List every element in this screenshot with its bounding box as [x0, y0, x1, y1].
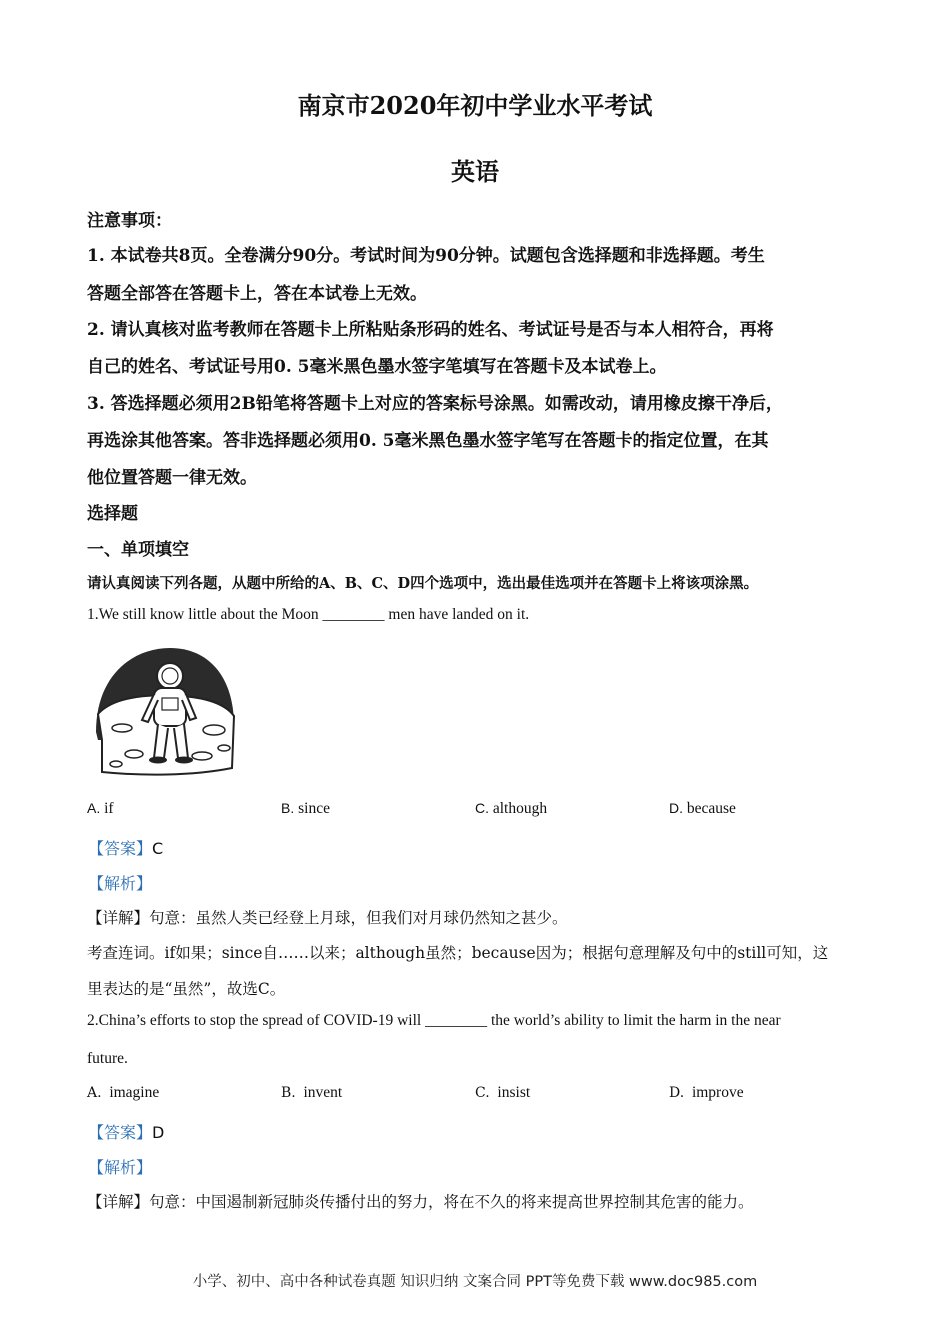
question-1-detail: 【详解】句意：虽然人类已经登上月球，但我们对月球仍然知之甚少。 [87, 909, 568, 927]
question-1-stem: 1.We still know little about the Moon ________ men have landed on it. [87, 606, 530, 623]
question-2-option-a[interactable]: A. imagine [87, 1084, 160, 1101]
page-footer: 小学、初中、高中各种试卷真题 知识归纳 文案合同 PPT等免费下载 www.doc985.com [192, 1274, 758, 1290]
notice-line: 他位置答题一律无效。 [87, 468, 257, 488]
question-1-answer: 【答案】C [88, 839, 164, 858]
notice-line: 答题全部答在答题卡上，答在本试卷上无效。 [87, 284, 427, 304]
question-2-option-b[interactable]: B. invent [281, 1084, 343, 1101]
question-1-option-c[interactable]: C. although [475, 800, 548, 817]
part-heading: 一、单项填空 [87, 540, 189, 560]
question-1-detail: 考查连词。if如果；since自……以来；although虽然；because因为；根据句意理解及句中的still可知，这 [87, 944, 829, 962]
notice-line: 3. 答选择题必须用2B铅笔将答题卡上对应的答案标号涂黑。如需改动，请用橡皮擦干净后， [87, 394, 783, 414]
question-2-option-d[interactable]: D. improve [669, 1084, 744, 1101]
question-2-option-c[interactable]: C. insist [475, 1084, 531, 1101]
choice-heading: 选择题 [87, 504, 138, 524]
notice-line: 自己的姓名、考试证号用0. 5毫米黑色墨水签字笔填写在答题卡及本试卷上。 [87, 357, 667, 377]
question-2-stem: 2.China’s efforts to stop the spread of COVID-19 will ________ the world’s ability to limit the harm in the near [87, 1012, 781, 1029]
question-2-answer: 【答案】D [88, 1123, 165, 1142]
exam-subject: 英语 [451, 157, 499, 186]
notice-line: 1. 本试卷共8页。全卷满分90分。考试时间为90分钟。试题包含选择题和非选择题。考生 [87, 246, 765, 266]
astronaut-on-moon-image [92, 636, 242, 778]
instruction: 请认真阅读下列各题，从题中所给的A、B、C、D四个选项中，选出最佳选项并在答题卡上将该项涂黑。 [87, 575, 759, 592]
question-2-analysis-label: 【解析】 [88, 1158, 153, 1177]
question-1-analysis-label: 【解析】 [88, 874, 153, 893]
question-1-option-b[interactable]: B. since [281, 800, 330, 817]
question-1-option-a[interactable]: A. if [87, 800, 114, 817]
exam-title: 南京市2020年初中学业水平考试 [297, 91, 653, 120]
notice-heading: 注意事项： [87, 211, 172, 231]
notice-line: 2. 请认真核对监考教师在答题卡上所粘贴条形码的姓名、考试证号是否与本人相符合，再将 [87, 320, 774, 340]
question-2-stem-cont: future. [87, 1050, 128, 1067]
question-2-detail: 【详解】句意：中国遏制新冠肺炎传播付出的努力，将在不久的将来提高世界控制其危害的能力。 [87, 1193, 754, 1211]
notice-line: 再选涂其他答案。答非选择题必须用0. 5毫米黑色墨水签字笔写在答题卡的指定位置，在其 [87, 431, 769, 451]
question-1-option-d[interactable]: D. because [669, 800, 736, 817]
question-1-detail: 里表达的是“虽然”，故选C。 [87, 980, 286, 998]
